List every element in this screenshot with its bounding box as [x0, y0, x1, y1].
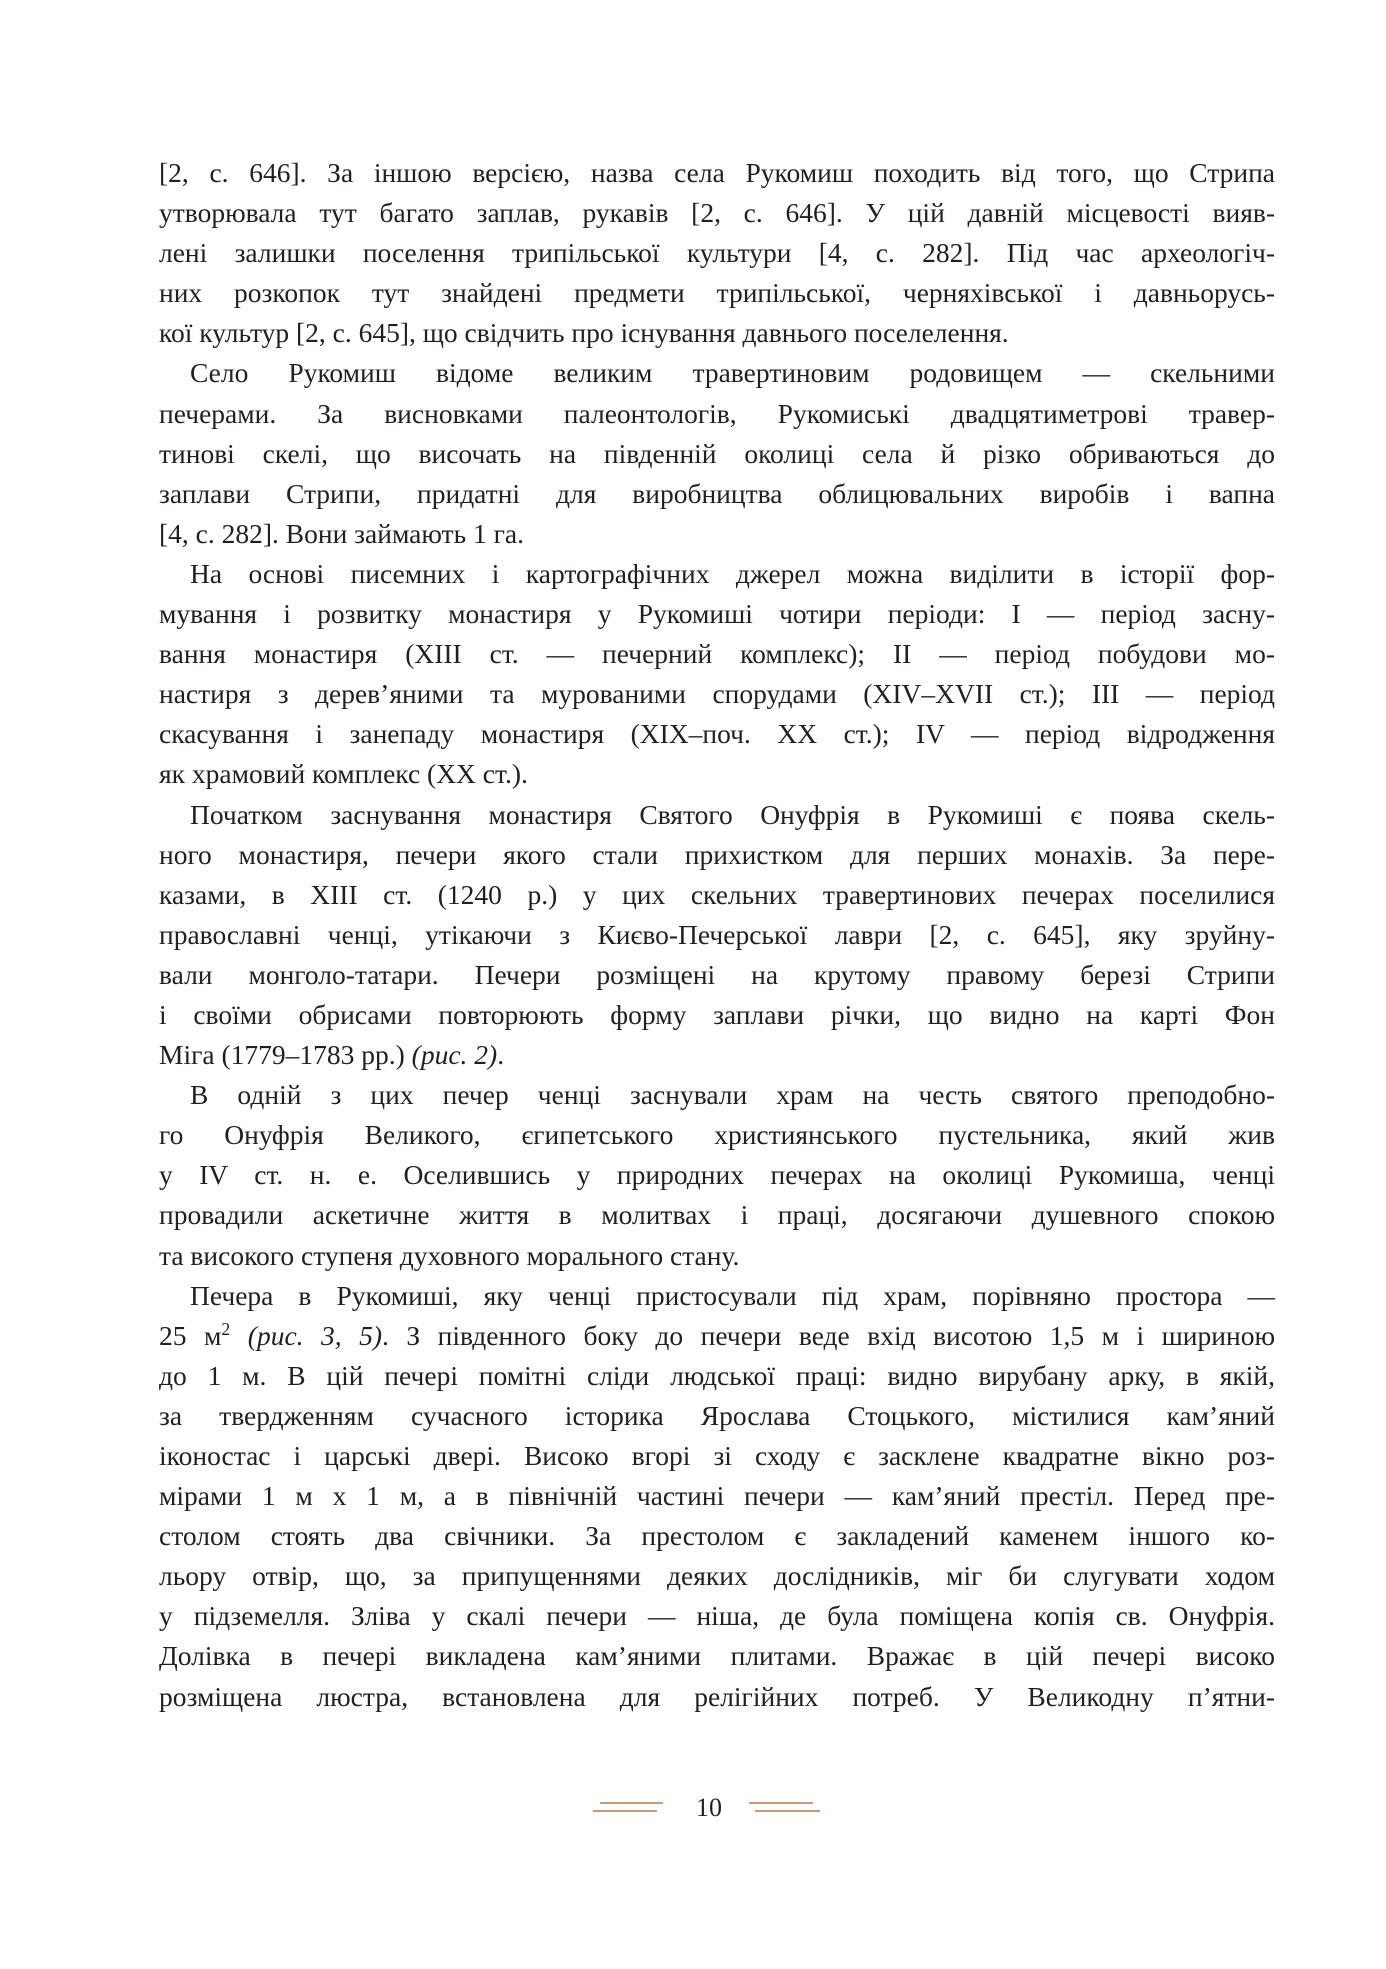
- text-line: заплави Стрипи, придатні для виробництва облицювальних виробів і вапна: [159, 477, 1275, 509]
- ornament-line-right-bottom: [755, 1810, 820, 1812]
- paragraph-5: [159, 1075, 1275, 1275]
- paragraph-6: [159, 1276, 1275, 1757]
- text-segment: . З південного боку до печери веде вхід висотою 1,5 м і шириною: [382, 1319, 1275, 1351]
- text-line: мірами 1 м х 1 м, а в північній частині печери — кам’яний престіл. Перед пре-: [159, 1480, 1275, 1512]
- text-line: вання монастиря (XIII ст. — печерний комплекс); II — період побудови мо-: [159, 638, 1275, 670]
- area-value: 25 м: [159, 1319, 222, 1351]
- figure-reference: (рис. 3, 5): [230, 1319, 383, 1351]
- paragraph-1: [159, 153, 1275, 353]
- text-line: Печера в Рукомиші, яку ченці пристосували під храм, порівняно простора —: [190, 1279, 1275, 1311]
- text-line: мування і розвитку монастиря у Рукомиші чотири періоди: І — період засну-: [159, 598, 1275, 630]
- text-line: [2, с. 646]. За іншою версією, назва села Рукомиш походить від того, що Стрипа: [159, 157, 1275, 188]
- text-line: та високого ступеня духовного морального стану.: [159, 1239, 740, 1271]
- text-line: вали монголо-татари. Печери розміщені на крутому правому березі Стрипи: [159, 958, 1275, 990]
- text-line: кої культур [2, с. 645], що свідчить про існування давнього поселелення.: [159, 317, 1009, 349]
- text-line: печерами. За висновками палеонтологів, Рукомиські двадцятиметрові травер-: [159, 397, 1275, 429]
- text-line: В одній з цих печер ченці заснували храм на честь святого преподобно-: [190, 1079, 1275, 1111]
- text-line: го Онуфрія Великого, єгипетського християнського пустельника, який жив: [159, 1119, 1275, 1151]
- text-line: у підземелля. Зліва у скалі печери — ніша, де була поміщена копія св. Онуфрія.: [159, 1600, 1275, 1632]
- figure-reference: (рис. 2): [411, 1039, 498, 1071]
- body-text: [159, 153, 1275, 1757]
- text-line: у IV ст. н. е. Оселившись у природних печерах на околиці Рукомиша, ченці: [159, 1159, 1275, 1191]
- text-line: і своїми обрисами повторюють форму заплави річки, що видно на карті Фон: [159, 998, 1275, 1030]
- text-line: На основі писемних і картографічних джерел можна виділити в історії фор-: [190, 557, 1275, 589]
- text-line: провадили аскетичне життя в молитвах і праці, досягаючи душевного спокою: [159, 1199, 1275, 1231]
- text-line: [159, 1035, 1275, 1075]
- superscript: 2: [221, 1318, 231, 1339]
- text-line: [159, 1316, 1275, 1356]
- ornament-line-left-top: [600, 1802, 663, 1804]
- text-line: них розкопок тут знайдені предмети трипільської, черняхівської і давньорусь-: [159, 277, 1275, 309]
- text-line: настиря з дерев’яними та мурованими спорудами (XIV–XVII ст.); III — період: [159, 678, 1275, 710]
- text-line: до 1 м. В цій печері помітні сліди людської праці: видно вирубану арку, в якій,: [159, 1359, 1275, 1391]
- text-line: за твердженням сучасного історика Ярослава Стоцького, містилися кам’яний: [159, 1399, 1275, 1431]
- text-line: скасування і занепаду монастиря (XIX–поч. XX ст.); IV — період відродження: [159, 718, 1275, 750]
- text-line: Долівка в печері викладена кам’яними плитами. Вражає в цій печері високо: [159, 1640, 1275, 1672]
- text-line: ного монастиря, печери якого стали прихистком для перших монахів. За пере-: [159, 838, 1275, 870]
- paragraph-3: [159, 554, 1275, 795]
- text-segment: Міга (1779–1783 рр.): [159, 1039, 412, 1071]
- text-line: православні ченці, утікаючи з Києво-Печерської лаври [2, с. 645], яку зруйну-: [159, 918, 1275, 950]
- page-number: 10: [696, 1793, 722, 1822]
- ornament-line-left-bottom: [593, 1810, 657, 1812]
- text-segment: .: [497, 1039, 505, 1071]
- text-line: [4, с. 282]. Вони займають 1 га.: [159, 517, 524, 549]
- text-line: тинові скелі, що височать на південній околиці села й різко обриваються до: [159, 437, 1275, 469]
- text-line: утворювала тут багато заплав, рукавів [2, с. 646]. У цій давній місцевості вияв-: [159, 197, 1275, 229]
- text-line: лені залишки поселення трипільської культури [4, с. 282]. Під час археологіч-: [159, 237, 1275, 269]
- text-line: льору отвір, що, за припущеннями деяких дослідників, міг би слугувати ходом: [159, 1560, 1275, 1592]
- text-line: як храмовий комплекс (XX ст.).: [159, 758, 528, 790]
- text-line: іконостас і царські двері. Високо вгорі зі сходу є засклене квадратне вікно роз-: [159, 1440, 1275, 1471]
- text-line: розміщена люстра, встановлена для релігійних потреб. У Великодну п’ятни-: [159, 1680, 1275, 1712]
- paragraph-4: [159, 795, 1275, 1076]
- text-line: Початком заснування монастиря Святого Онуфрія в Рукомиші є поява скель-: [190, 798, 1275, 830]
- text-line: столом стоять два свічники. За престолом є закладений каменем іншого ко-: [159, 1520, 1275, 1552]
- text-line: Село Рукомиш відоме великим травертиновим родовищем — скельними: [190, 357, 1275, 389]
- page-footer: [0, 1788, 1386, 1828]
- paragraph-2: [159, 353, 1275, 553]
- text-line: казами, в XIII ст. (1240 р.) у цих скельних травертинових печерах поселилися: [159, 878, 1275, 910]
- ornament-line-right-top: [749, 1802, 813, 1804]
